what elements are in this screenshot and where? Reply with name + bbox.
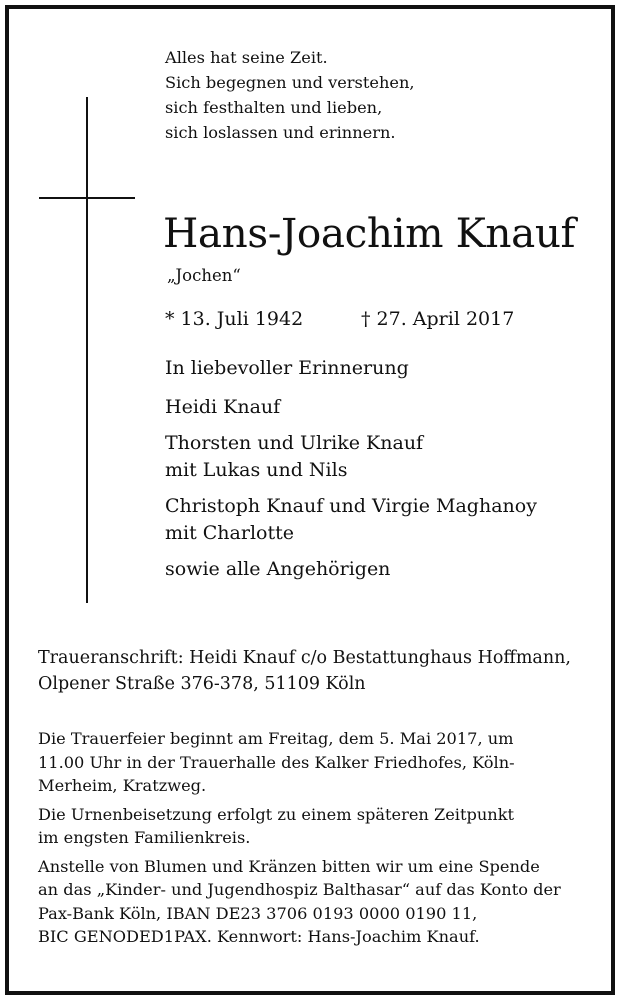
info-line: Pax-Bank Köln, IBAN DE23 3706 0193 0000 0190 11,: [38, 903, 478, 923]
mourner-line: Heidi Knauf: [165, 395, 281, 418]
mourner-group: [165, 430, 605, 483]
address-line: Olpener Straße 376-378, 51109 Köln: [38, 674, 366, 694]
mourner-group: [165, 493, 605, 546]
info-paragraph: [38, 803, 598, 850]
info-line: im engsten Familienkreis.: [38, 828, 251, 847]
mourner-line: mit Charlotte: [165, 521, 294, 544]
poem-line: sich loslassen und erinnern.: [165, 123, 396, 142]
life-dates: [165, 305, 514, 333]
poem-line: sich festhalten und lieben,: [165, 98, 383, 117]
info-paragraph: [38, 855, 598, 949]
info-paragraph: [38, 727, 598, 798]
mourner-line: Thorsten und Ulrike Knauf: [165, 432, 424, 454]
mourner-group: [165, 556, 605, 583]
ceremony-info: [38, 727, 598, 954]
obituary-notice: [5, 5, 615, 995]
mourners-heading: In liebevoller Erinnerung: [165, 357, 409, 379]
info-line: BIC GENODED1PAX. Kennwort: Hans-Joachim Knauf.: [38, 927, 480, 946]
birth-date: * 13. Juli 1942: [165, 308, 304, 330]
info-line: 11.00 Uhr in der Trauerhalle des Kalker Friedhofes, Köln-: [38, 752, 515, 772]
mourner-line: sowie alle Angehörigen: [165, 558, 391, 580]
cross-vertical-bar: [86, 97, 88, 603]
mourner-line: mit Lukas und Nils: [165, 458, 348, 481]
poem-line: Alles hat seine Zeit.: [165, 48, 328, 67]
info-line: Die Trauerfeier beginnt am Freitag, dem 5. Mai 2017, um: [38, 729, 514, 748]
death-date: † 27. April 2017: [361, 308, 515, 330]
info-line: an das „Kinder- und Jugendhospiz Balthasar“ auf das Konto der: [38, 880, 561, 899]
mourner-group: [165, 394, 605, 421]
deceased-name: Hans-Joachim Knauf: [163, 209, 576, 257]
mourners-list: [165, 355, 605, 593]
info-line: Anstelle von Blumen und Kränzen bitten wir um eine Spende: [38, 856, 540, 876]
poem: [165, 45, 585, 145]
deceased-nickname: „Jochen“: [167, 266, 241, 285]
mourning-address: [38, 645, 598, 697]
poem-line: Sich begegnen und verstehen,: [165, 73, 415, 92]
info-line: Die Urnenbeisetzung erfolgt zu einem späteren Zeitpunkt: [38, 804, 515, 824]
cross-horizontal-bar: [39, 197, 135, 199]
info-line: Merheim, Kratzweg.: [38, 776, 207, 795]
address-line: Traueranschrift: Heidi Knauf c/o Bestattunghaus Hoffmann,: [38, 648, 571, 668]
mourner-line: Christoph Knauf und Virgie Maghanoy: [165, 495, 537, 517]
